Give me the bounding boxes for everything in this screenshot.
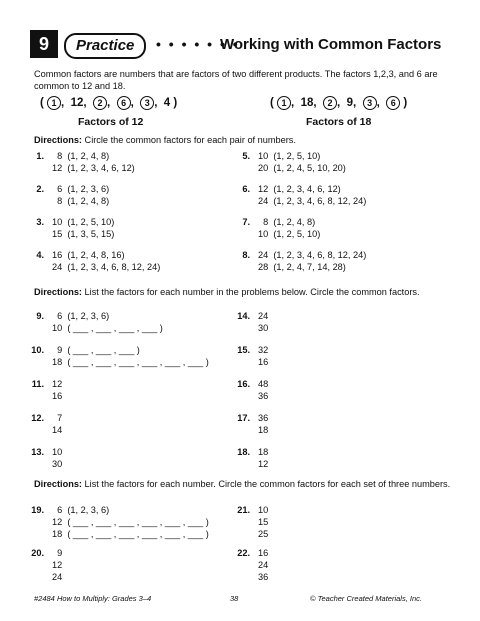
circled-factor: 6 — [386, 96, 400, 110]
problem-number: 9. — [36, 311, 44, 321]
problem-line: 12 ( ___ , ___ , ___ , ___ , ___ , ___ ) — [52, 517, 209, 527]
factor-value: 18 — [300, 97, 314, 109]
problem-item — [236, 183, 436, 207]
directions-label: Directions: — [34, 287, 82, 297]
problem-line: 24 (1, 2, 3, 4, 6, 8, 12, 24) — [258, 196, 367, 206]
circled-factor: 3 — [363, 96, 377, 110]
problem-line: 8 (1, 2, 4, 8) — [258, 217, 316, 227]
factors-of-12-list: ( 1 , 12, 2 , 6 , 3 , 4 ) — [40, 97, 178, 109]
problem-item — [236, 344, 436, 368]
problem-number: 16. — [237, 379, 250, 389]
circled-factor: 3 — [140, 96, 154, 110]
problem-line: 28 (1, 2, 4, 7, 14, 28) — [258, 262, 346, 272]
problem-line: 9 ( ___ , ___ , ___ ) — [52, 345, 140, 355]
problem-line: 24 — [52, 572, 63, 582]
circled-factor: 1 — [277, 96, 291, 110]
problem-line: 16 — [258, 357, 269, 367]
problem-line: 24 — [258, 311, 269, 321]
problem-number: 22. — [237, 548, 250, 558]
problem-line: 15 (1, 3, 5, 15) — [52, 229, 115, 239]
directions-2 — [34, 287, 454, 298]
problem-line: 10 — [52, 447, 63, 457]
problem-line: 30 — [258, 323, 269, 333]
problem-line: 32 — [258, 345, 269, 355]
problem-number: 18. — [237, 447, 250, 457]
problem-number: 15. — [237, 345, 250, 355]
practice-badge: Practice — [64, 33, 146, 59]
problem-item — [30, 183, 230, 207]
problem-item — [30, 216, 230, 240]
problem-item — [236, 216, 436, 240]
problem-item — [30, 150, 230, 174]
problem-number: 11. — [31, 379, 44, 389]
problem-item — [236, 412, 436, 436]
problem-line: 8 (1, 2, 4, 8) — [52, 151, 110, 161]
problem-line: 10 — [258, 505, 269, 515]
problem-line: 20 (1, 2, 4, 5, 10, 20) — [258, 163, 346, 173]
problem-number: 6. — [242, 184, 250, 194]
problem-line: 18 ( ___ , ___ , ___ , ___ , ___ , ___ ) — [52, 357, 209, 367]
problem-number: 4. — [36, 250, 44, 260]
problem-item — [236, 547, 436, 583]
directions-1 — [34, 135, 454, 146]
problem-item — [236, 378, 436, 402]
problem-line: 10 (1, 2, 5, 10) — [52, 217, 115, 227]
factors-of-18-caption: Factors of 18 — [306, 116, 372, 128]
problem-item — [236, 310, 436, 334]
dot-leader: • • • • • • • — [156, 36, 240, 52]
problem-item — [30, 504, 230, 540]
problem-number: 19. — [31, 505, 44, 515]
problem-line: 15 — [258, 517, 269, 527]
factor-value: 4 — [163, 97, 171, 109]
circled-factor: 1 — [47, 96, 61, 110]
problem-line: 6 (1, 2, 3, 6) — [52, 184, 110, 194]
problem-number: 20. — [31, 548, 44, 558]
problem-item — [30, 310, 230, 334]
directions-text: Circle the common factors for each pair of numbers. — [82, 135, 296, 145]
factor-value: 12 — [70, 97, 84, 109]
problem-number: 10. — [31, 345, 44, 355]
problem-line: 12 — [258, 459, 269, 469]
problem-item — [236, 504, 436, 540]
lesson-number: 9 — [30, 30, 58, 58]
problem-line: 12 — [52, 379, 63, 389]
directions-label: Directions: — [34, 135, 82, 145]
problem-item — [236, 249, 436, 273]
problem-number: 8. — [242, 250, 250, 260]
problem-line: 10 ( ___ , ___ , ___ , ___ ) — [52, 323, 163, 333]
problem-line: 36 — [258, 391, 269, 401]
problem-number: 1. — [36, 151, 44, 161]
problem-line: 6 (1, 2, 3, 6) — [52, 311, 110, 321]
problem-line: 6 (1, 2, 3, 6) — [52, 505, 110, 515]
problem-number: 14. — [237, 311, 250, 321]
problem-line: 10 (1, 2, 5, 10) — [258, 151, 321, 161]
page-number: 38 — [230, 594, 239, 603]
factor-value: 9 — [346, 97, 354, 109]
directions-label: Directions: — [34, 479, 82, 489]
problem-line: 10 (1, 2, 5, 10) — [258, 229, 321, 239]
problem-item — [30, 249, 230, 273]
problem-item — [236, 150, 436, 174]
problem-line: 12 — [52, 560, 63, 570]
footer-copyright: © Teacher Created Materials, Inc. — [310, 594, 422, 603]
problem-line: 7 — [52, 413, 63, 423]
directions-text: List the factors for each number. Circle the common factors for each set of three numbers. — [82, 479, 451, 489]
problem-line: 36 — [258, 413, 269, 423]
problem-line: 18 ( ___ , ___ , ___ , ___ , ___ , ___ ) — [52, 529, 209, 539]
problem-line: 36 — [258, 572, 269, 582]
problem-number: 13. — [31, 447, 44, 457]
problem-line: 16 — [52, 391, 63, 401]
problem-item — [30, 412, 230, 436]
problem-number: 5. — [242, 151, 250, 161]
problem-item — [30, 344, 230, 368]
problem-line: 14 — [52, 425, 63, 435]
problem-number: 12. — [31, 413, 44, 423]
problem-line: 18 — [258, 447, 269, 457]
factors-of-12-caption: Factors of 12 — [78, 116, 144, 128]
problem-line: 12 (1, 2, 3, 4, 6, 12) — [258, 184, 341, 194]
problem-line: 16 — [258, 548, 269, 558]
problem-line: 24 — [258, 560, 269, 570]
problem-number: 21. — [237, 505, 250, 515]
page-header — [30, 30, 450, 60]
circled-factor: 2 — [93, 96, 107, 110]
problem-line: 25 — [258, 529, 269, 539]
problem-number: 3. — [36, 217, 44, 227]
problem-line: 24 (1, 2, 3, 4, 6, 8, 12, 24) — [258, 250, 367, 260]
problem-item — [30, 547, 230, 583]
factors-of-18-list: ( 1 , 18, 2 , 9, 3 , 6 ) — [270, 97, 408, 109]
problem-item — [30, 446, 230, 470]
intro-text: Common factors are numbers that are factors of two different products. The factors 1,2,3, and 6 are common to 12 and 18. — [34, 69, 438, 91]
problem-number: 2. — [36, 184, 44, 194]
problem-line: 8 (1, 2, 4, 8) — [52, 196, 110, 206]
problem-line: 48 — [258, 379, 269, 389]
footer-book-title: #2484 How to Multiply: Grades 3–4 — [34, 594, 152, 603]
page-title: Working with Common Factors — [220, 36, 442, 53]
problem-item — [236, 446, 436, 470]
problem-line: 30 — [52, 459, 63, 469]
problem-line: 24 (1, 2, 3, 4, 6, 8, 12, 24) — [52, 262, 161, 272]
problem-line: 18 — [258, 425, 269, 435]
directions-text: List the factors for each number in the problems below. Circle the common factors. — [82, 287, 420, 297]
problem-line: 9 — [52, 548, 63, 558]
problem-line: 12 (1, 2, 3, 4, 6, 12) — [52, 163, 135, 173]
problem-number: 17. — [237, 413, 250, 423]
directions-3 — [34, 479, 454, 490]
problem-line: 16 (1, 2, 4, 8, 16) — [52, 250, 125, 260]
circled-factor: 2 — [323, 96, 337, 110]
circled-factor: 6 — [117, 96, 131, 110]
problem-number: 7. — [242, 217, 250, 227]
problem-item — [30, 378, 230, 402]
